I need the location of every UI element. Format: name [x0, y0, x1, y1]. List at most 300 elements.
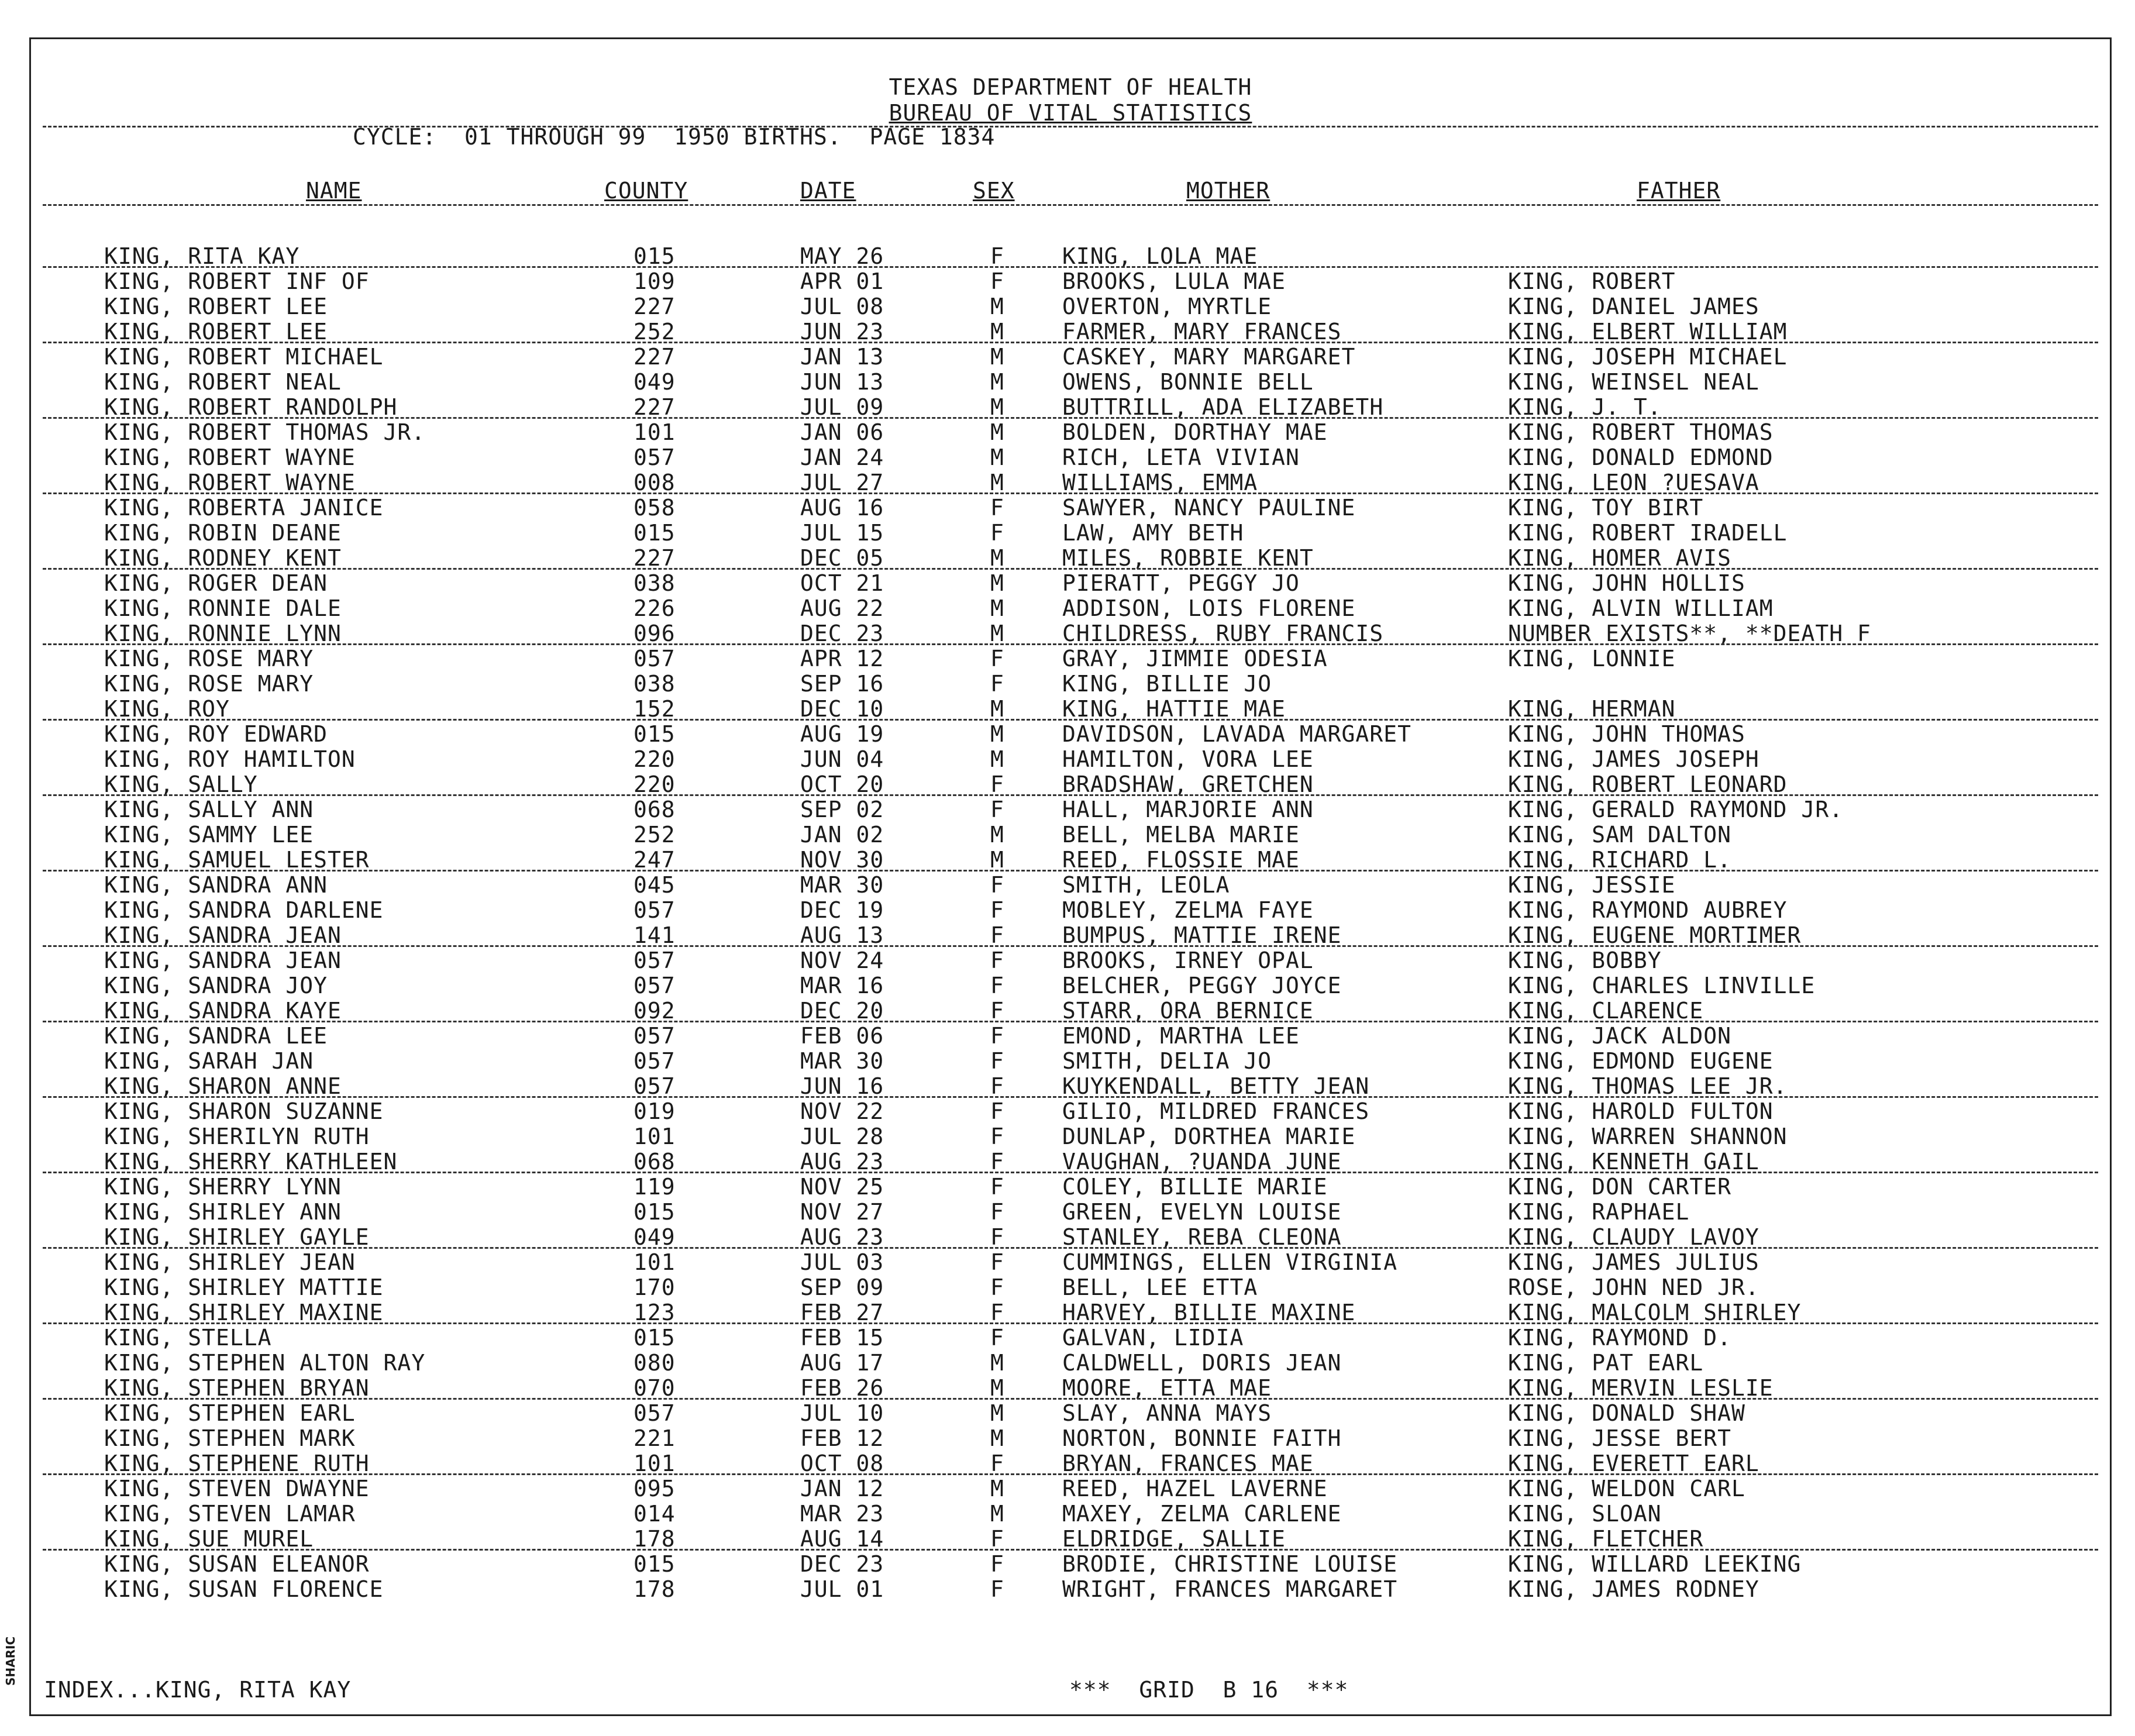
cell-name: KING, RODNEY KENT — [104, 545, 342, 571]
cell-date: MAR 23 — [800, 1501, 884, 1527]
cell-name: KING, SHARON SUZANNE — [104, 1098, 384, 1124]
cell-name: KING, ROBERT INF OF — [104, 268, 370, 294]
table-row — [31, 395, 2110, 420]
column-header-date: DATE — [800, 178, 856, 204]
cell-name: KING, SANDRA JEAN — [104, 922, 342, 948]
cell-date: DEC 05 — [800, 545, 884, 571]
cell-mother: WRIGHT, FRANCES MARGARET — [1062, 1576, 1398, 1602]
cell-father: KING, JAMES JULIUS — [1508, 1249, 1759, 1275]
cell-sex: F — [990, 1451, 1004, 1476]
cell-sex: F — [990, 1199, 1004, 1225]
cell-father: KING, LEON ?UESAVA — [1508, 470, 1759, 495]
cell-father: KING, JOHN HOLLIS — [1508, 570, 1745, 596]
cell-date: NOV 27 — [800, 1199, 884, 1225]
cell-name: KING, SUSAN FLORENCE — [104, 1576, 384, 1602]
cell-county: 178 — [633, 1526, 676, 1552]
cell-mother: EMOND, MARTHA LEE — [1062, 1023, 1300, 1049]
cell-date: JAN 02 — [800, 822, 884, 848]
cell-county: 057 — [633, 1023, 676, 1049]
table-row — [31, 822, 2110, 848]
cell-date: FEB 26 — [800, 1375, 884, 1401]
cell-name: KING, ROBERT MICHAEL — [104, 344, 384, 370]
cell-father: KING, WELDON CARL — [1508, 1476, 1745, 1501]
table-row — [31, 722, 2110, 747]
cell-county: 096 — [633, 621, 676, 646]
cell-date: APR 01 — [800, 268, 884, 294]
column-header-mother: MOTHER — [1186, 178, 1270, 204]
cell-name: KING, STEPHEN MARK — [104, 1425, 356, 1451]
cell-date: AUG 17 — [800, 1350, 884, 1376]
cell-name: KING, STEVEN LAMAR — [104, 1501, 356, 1527]
table-row — [31, 571, 2110, 596]
cell-name: KING, ROBERTA JANICE — [104, 495, 384, 521]
cell-mother: RICH, LETA VIVIAN — [1062, 445, 1300, 470]
cell-sex: F — [990, 922, 1004, 948]
cell-mother: SMITH, DELIA JO — [1062, 1048, 1272, 1074]
table-row — [31, 1376, 2110, 1401]
cell-date: FEB 12 — [800, 1425, 884, 1451]
table-row — [31, 998, 2110, 1024]
cell-mother: ELDRIDGE, SALLIE — [1062, 1526, 1286, 1552]
cell-sex: F — [990, 1300, 1004, 1325]
cell-sex: F — [990, 671, 1004, 697]
cell-county: 247 — [633, 847, 676, 873]
cell-county: 057 — [633, 897, 676, 923]
cell-mother: CUMMINGS, ELLEN VIRGINIA — [1062, 1249, 1398, 1275]
cell-name: KING, SHIRLEY MATTIE — [104, 1275, 384, 1300]
cell-county: 141 — [633, 922, 676, 948]
cell-sex: F — [990, 1073, 1004, 1099]
cell-sex: F — [990, 1149, 1004, 1174]
table-row — [31, 1401, 2110, 1426]
column-header-rule — [43, 204, 2098, 206]
cell-date: MAR 16 — [800, 973, 884, 998]
table-row — [31, 1426, 2110, 1451]
cell-name: KING, SHIRLEY MAXINE — [104, 1300, 384, 1325]
cell-mother: REED, FLOSSIE MAE — [1062, 847, 1300, 873]
column-header-name: NAME — [306, 178, 362, 204]
cell-name: KING, SAMMY LEE — [104, 822, 314, 848]
cell-mother: HARVEY, BILLIE MAXINE — [1062, 1300, 1356, 1325]
cell-mother: CALDWELL, DORIS JEAN — [1062, 1350, 1342, 1376]
cell-name: KING, RITA KAY — [104, 243, 300, 269]
cell-name: KING, SANDRA KAYE — [104, 998, 342, 1024]
cell-county: 057 — [633, 1073, 676, 1099]
cell-father: KING, JAMES RODNEY — [1508, 1576, 1759, 1602]
cell-county: 058 — [633, 495, 676, 521]
cell-name: KING, ROBERT RANDOLPH — [104, 394, 398, 420]
table-row — [31, 646, 2110, 671]
cell-name: KING, SHARON ANNE — [104, 1073, 342, 1099]
header-rule — [43, 126, 2098, 128]
cell-mother: LAW, AMY BETH — [1062, 520, 1244, 546]
cell-county: 049 — [633, 369, 676, 395]
cell-mother: OWENS, BONNIE BELL — [1062, 369, 1314, 395]
cell-name: KING, STEPHENE RUTH — [104, 1451, 370, 1476]
cell-name: KING, STELLA — [104, 1325, 272, 1351]
cell-date: AUG 23 — [800, 1224, 884, 1250]
cell-name: KING, SUSAN ELEANOR — [104, 1551, 370, 1577]
cell-county: 049 — [633, 1224, 676, 1250]
table-row — [31, 546, 2110, 571]
cell-father: KING, ELBERT WILLIAM — [1508, 319, 1788, 345]
table-row — [31, 1124, 2110, 1149]
cell-sex: F — [990, 1124, 1004, 1149]
cell-father: KING, CLAUDY LAVOY — [1508, 1224, 1759, 1250]
cell-sex: F — [990, 243, 1004, 269]
cell-mother: KING, BILLIE JO — [1062, 671, 1272, 697]
cell-name: KING, ROBERT LEE — [104, 319, 328, 345]
cell-date: JAN 06 — [800, 419, 884, 445]
cell-mother: BROOKS, IRNEY OPAL — [1062, 948, 1314, 973]
cell-mother: SLAY, ANNA MAYS — [1062, 1400, 1272, 1426]
cell-name: KING, ROBERT THOMAS JR. — [104, 419, 426, 445]
table-row — [31, 345, 2110, 370]
cell-father: KING, MERVIN LESLIE — [1508, 1375, 1774, 1401]
cell-county: 015 — [633, 243, 676, 269]
cell-county: 221 — [633, 1425, 676, 1451]
cell-sex: F — [990, 520, 1004, 546]
table-row — [31, 797, 2110, 822]
cell-date: OCT 21 — [800, 570, 884, 596]
cell-mother: KUYKENDALL, BETTY JEAN — [1062, 1073, 1370, 1099]
table-row — [31, 1074, 2110, 1099]
cell-father: KING, BOBBY — [1508, 948, 1662, 973]
cell-mother: BRYAN, FRANCES MAE — [1062, 1451, 1314, 1476]
table-row — [31, 848, 2110, 873]
cell-name: KING, ROBIN DEANE — [104, 520, 342, 546]
cell-county: 057 — [633, 1400, 676, 1426]
cell-father: KING, ROBERT LEONARD — [1508, 771, 1788, 797]
agency-title: TEXAS DEPARTMENT OF HEALTH — [889, 74, 1252, 100]
column-header-sex: SEX — [973, 178, 1015, 204]
cell-father: KING, HOMER AVIS — [1508, 545, 1732, 571]
cell-name: KING, SUE MUREL — [104, 1526, 314, 1552]
cell-sex: M — [990, 1425, 1004, 1451]
cell-name: KING, SHIRLEY ANN — [104, 1199, 342, 1225]
cell-name: KING, STEVEN DWAYNE — [104, 1476, 370, 1501]
cell-mother: WILLIAMS, EMMA — [1062, 470, 1258, 495]
table-row — [31, 1451, 2110, 1476]
table-row — [31, 1149, 2110, 1174]
cell-county: 057 — [633, 646, 676, 671]
cell-mother: BELL, LEE ETTA — [1062, 1275, 1258, 1300]
cell-sex: M — [990, 369, 1004, 395]
column-header-county: COUNTY — [604, 178, 688, 204]
cell-date: DEC 23 — [800, 621, 884, 646]
cell-county: 015 — [633, 1551, 676, 1577]
table-row — [31, 1476, 2110, 1501]
cell-date: JAN 12 — [800, 1476, 884, 1501]
cell-county: 015 — [633, 520, 676, 546]
cell-date: MAY 26 — [800, 243, 884, 269]
cell-father: KING, LONNIE — [1508, 646, 1676, 671]
cell-county: 092 — [633, 998, 676, 1024]
cell-county: 252 — [633, 822, 676, 848]
cell-mother: BOLDEN, DORTHAY MAE — [1062, 419, 1328, 445]
cell-date: JUL 03 — [800, 1249, 884, 1275]
table-row — [31, 973, 2110, 998]
cell-father: KING, JESSIE — [1508, 872, 1676, 898]
side-label: SHARIC — [4, 1636, 18, 1686]
cell-mother: MILES, ROBBIE KENT — [1062, 545, 1314, 571]
cell-date: DEC 10 — [800, 696, 884, 722]
cell-mother: ADDISON, LOIS FLORENE — [1062, 595, 1356, 621]
cell-county: 123 — [633, 1300, 676, 1325]
cell-father: KING, DANIEL JAMES — [1508, 294, 1759, 319]
cell-mother: KING, HATTIE MAE — [1062, 696, 1286, 722]
cell-date: SEP 16 — [800, 671, 884, 697]
cell-sex: M — [990, 1350, 1004, 1376]
cell-county: 057 — [633, 445, 676, 470]
cell-date: AUG 22 — [800, 595, 884, 621]
table-row — [31, 747, 2110, 772]
cell-sex: M — [990, 545, 1004, 571]
cell-sex: F — [990, 1023, 1004, 1049]
cell-county: 015 — [633, 721, 676, 747]
table-row — [31, 1200, 2110, 1225]
cell-county: 057 — [633, 1048, 676, 1074]
cell-sex: F — [990, 771, 1004, 797]
cell-date: AUG 16 — [800, 495, 884, 521]
cell-father: KING, ALVIN WILLIAM — [1508, 595, 1774, 621]
cell-date: JUN 04 — [800, 746, 884, 772]
cell-mother: HALL, MARJORIE ANN — [1062, 797, 1314, 822]
cell-sex: M — [990, 1375, 1004, 1401]
cell-mother: NORTON, BONNIE FAITH — [1062, 1425, 1342, 1451]
cell-date: JUL 10 — [800, 1400, 884, 1426]
table-row — [31, 923, 2110, 948]
cell-sex: M — [990, 394, 1004, 420]
table-row — [31, 1351, 2110, 1376]
cell-date: JAN 13 — [800, 344, 884, 370]
cell-name: KING, ROGER DEAN — [104, 570, 328, 596]
table-row — [31, 244, 2110, 269]
cell-date: JUN 13 — [800, 369, 884, 395]
table-row — [31, 671, 2110, 697]
cell-sex: F — [990, 1249, 1004, 1275]
cell-father: KING, JOSEPH MICHAEL — [1508, 344, 1788, 370]
cell-county: 170 — [633, 1275, 676, 1300]
cycle-line: CYCLE: 01 THROUGH 99 1950 BIRTHS. PAGE 1834 — [353, 124, 996, 150]
cell-sex: M — [990, 822, 1004, 848]
cell-father: KING, DONALD EDMOND — [1508, 445, 1774, 470]
cell-county: 038 — [633, 570, 676, 596]
cell-sex: F — [990, 1551, 1004, 1577]
cell-sex: M — [990, 294, 1004, 319]
cell-father: KING, ROBERT — [1508, 268, 1676, 294]
cell-county: 068 — [633, 1149, 676, 1174]
table-row — [31, 1501, 2110, 1527]
cell-name: KING, ROBERT LEE — [104, 294, 328, 319]
cell-date: JUL 08 — [800, 294, 884, 319]
cell-sex: M — [990, 847, 1004, 873]
cell-sex: M — [990, 344, 1004, 370]
cell-date: OCT 08 — [800, 1451, 884, 1476]
cell-father: KING, SLOAN — [1508, 1501, 1662, 1527]
cell-sex: F — [990, 797, 1004, 822]
cell-sex: M — [990, 445, 1004, 470]
cell-name: KING, ROBERT WAYNE — [104, 445, 356, 470]
cell-sex: M — [990, 696, 1004, 722]
cell-date: DEC 23 — [800, 1551, 884, 1577]
cell-mother: SMITH, LEOLA — [1062, 872, 1230, 898]
cell-mother: COLEY, BILLIE MARIE — [1062, 1174, 1328, 1200]
table-row — [31, 1225, 2110, 1250]
cell-sex: M — [990, 419, 1004, 445]
cell-father: KING, KENNETH GAIL — [1508, 1149, 1759, 1174]
cell-mother: SAWYER, NANCY PAULINE — [1062, 495, 1356, 521]
cell-sex: F — [990, 1526, 1004, 1552]
cell-name: KING, SHIRLEY JEAN — [104, 1249, 356, 1275]
cell-name: KING, SALLY — [104, 771, 258, 797]
cell-county: 152 — [633, 696, 676, 722]
cell-mother: BRADSHAW, GRETCHEN — [1062, 771, 1314, 797]
cell-name: KING, SHERILYN RUTH — [104, 1124, 370, 1149]
cell-date: JUN 23 — [800, 319, 884, 345]
cell-mother: FARMER, MARY FRANCES — [1062, 319, 1342, 345]
cell-father: KING, DON CARTER — [1508, 1174, 1732, 1200]
cell-father: KING, ROBERT IRADELL — [1508, 520, 1788, 546]
cell-county: 057 — [633, 973, 676, 998]
cell-father: KING, THOMAS LEE JR. — [1508, 1073, 1788, 1099]
cell-date: FEB 27 — [800, 1300, 884, 1325]
cell-father: KING, SAM DALTON — [1508, 822, 1732, 848]
cell-mother: BELL, MELBA MARIE — [1062, 822, 1300, 848]
cell-date: MAR 30 — [800, 872, 884, 898]
cell-date: AUG 14 — [800, 1526, 884, 1552]
cell-county: 226 — [633, 595, 676, 621]
table-row — [31, 873, 2110, 898]
cell-mother: BROOKS, LULA MAE — [1062, 268, 1286, 294]
cell-name: KING, ROSE MARY — [104, 671, 314, 697]
cell-father: KING, RICHARD L. — [1508, 847, 1732, 873]
cell-county: 178 — [633, 1576, 676, 1602]
cell-date: OCT 20 — [800, 771, 884, 797]
cell-name: KING, SHERRY LYNN — [104, 1174, 342, 1200]
cell-mother: OVERTON, MYRTLE — [1062, 294, 1272, 319]
cell-date: JUL 01 — [800, 1576, 884, 1602]
table-row — [31, 1527, 2110, 1552]
cell-date: JUL 27 — [800, 470, 884, 495]
cell-date: AUG 19 — [800, 721, 884, 747]
cell-date: JUN 16 — [800, 1073, 884, 1099]
cell-name: KING, ROBERT NEAL — [104, 369, 342, 395]
cell-mother: GILIO, MILDRED FRANCES — [1062, 1098, 1370, 1124]
cell-name: KING, STEPHEN ALTON RAY — [104, 1350, 426, 1376]
table-row — [31, 1275, 2110, 1300]
table-row — [31, 420, 2110, 445]
cell-name: KING, SHIRLEY GAYLE — [104, 1224, 370, 1250]
cell-county: 015 — [633, 1199, 676, 1225]
table-row — [31, 948, 2110, 973]
cell-mother: CHILDRESS, RUBY FRANCIS — [1062, 621, 1384, 646]
cell-date: JUL 28 — [800, 1124, 884, 1149]
cell-mother: MOBLEY, ZELMA FAYE — [1062, 897, 1314, 923]
table-row — [31, 495, 2110, 521]
cell-father: KING, FLETCHER — [1508, 1526, 1704, 1552]
cell-sex: M — [990, 319, 1004, 345]
cell-name: KING, SANDRA ANN — [104, 872, 328, 898]
cell-date: DEC 20 — [800, 998, 884, 1024]
table-row — [31, 621, 2110, 646]
cell-county: 252 — [633, 319, 676, 345]
cell-county: 101 — [633, 1451, 676, 1476]
cell-county: 068 — [633, 797, 676, 822]
cell-name: KING, RONNIE LYNN — [104, 621, 342, 646]
cell-date: SEP 02 — [800, 797, 884, 822]
cell-sex: F — [990, 973, 1004, 998]
cell-father: KING, JESSE BERT — [1508, 1425, 1732, 1451]
cell-county: 015 — [633, 1325, 676, 1351]
cell-sex: F — [990, 1275, 1004, 1300]
cell-county: 101 — [633, 419, 676, 445]
cell-father: KING, RAPHAEL — [1508, 1199, 1690, 1225]
cell-father: KING, WARREN SHANNON — [1508, 1124, 1788, 1149]
cell-county: 101 — [633, 1249, 676, 1275]
table-row — [31, 1049, 2110, 1074]
cell-name: KING, SANDRA DARLENE — [104, 897, 384, 923]
cell-county: 070 — [633, 1375, 676, 1401]
cell-county: 014 — [633, 1501, 676, 1527]
table-row — [31, 898, 2110, 923]
cell-father: KING, DONALD SHAW — [1508, 1400, 1745, 1426]
cell-date: FEB 15 — [800, 1325, 884, 1351]
cell-name: KING, ROY — [104, 696, 230, 722]
cell-mother: BRODIE, CHRISTINE LOUISE — [1062, 1551, 1398, 1577]
cell-father: KING, GERALD RAYMOND JR. — [1508, 797, 1844, 822]
cell-mother: DUNLAP, DORTHEA MARIE — [1062, 1124, 1356, 1149]
table-row — [31, 772, 2110, 797]
cell-county: 101 — [633, 1124, 676, 1149]
table-row — [31, 445, 2110, 470]
cell-mother: DAVIDSON, LAVADA MARGARET — [1062, 721, 1411, 747]
cell-sex: F — [990, 495, 1004, 521]
cell-sex: M — [990, 1501, 1004, 1527]
table-row — [31, 1174, 2110, 1200]
cell-mother: CASKEY, MARY MARGARET — [1062, 344, 1356, 370]
cell-father: ROSE, JOHN NED JR. — [1508, 1275, 1759, 1300]
cell-mother: GALVAN, LIDIA — [1062, 1325, 1244, 1351]
cell-father: KING, JACK ALDON — [1508, 1023, 1732, 1049]
table-row — [31, 470, 2110, 495]
cell-father: KING, JOHN THOMAS — [1508, 721, 1745, 747]
cell-sex: F — [990, 646, 1004, 671]
cell-father: KING, CHARLES LINVILLE — [1508, 973, 1816, 998]
cell-date: NOV 30 — [800, 847, 884, 873]
cell-sex: F — [990, 1224, 1004, 1250]
cell-mother: MAXEY, ZELMA CARLENE — [1062, 1501, 1342, 1527]
cell-date: JAN 24 — [800, 445, 884, 470]
cell-county: 095 — [633, 1476, 676, 1501]
cell-mother: BUTTRILL, ADA ELIZABETH — [1062, 394, 1384, 420]
cell-mother: STANLEY, REBA CLEONA — [1062, 1224, 1342, 1250]
footer-index: INDEX...KING, RITA KAY — [44, 1677, 352, 1703]
cell-county: 019 — [633, 1098, 676, 1124]
cell-sex: F — [990, 998, 1004, 1024]
cell-father: KING, EDMOND EUGENE — [1508, 1048, 1774, 1074]
cell-sex: M — [990, 746, 1004, 772]
cell-name: KING, SANDRA JEAN — [104, 948, 342, 973]
cell-father: KING, MALCOLM SHIRLEY — [1508, 1300, 1802, 1325]
cell-date: AUG 23 — [800, 1149, 884, 1174]
cell-father: KING, PAT EARL — [1508, 1350, 1704, 1376]
table-row — [31, 1577, 2110, 1602]
cell-county: 080 — [633, 1350, 676, 1376]
cell-county: 057 — [633, 948, 676, 973]
cell-father: KING, TOY BIRT — [1508, 495, 1704, 521]
table-row — [31, 697, 2110, 722]
